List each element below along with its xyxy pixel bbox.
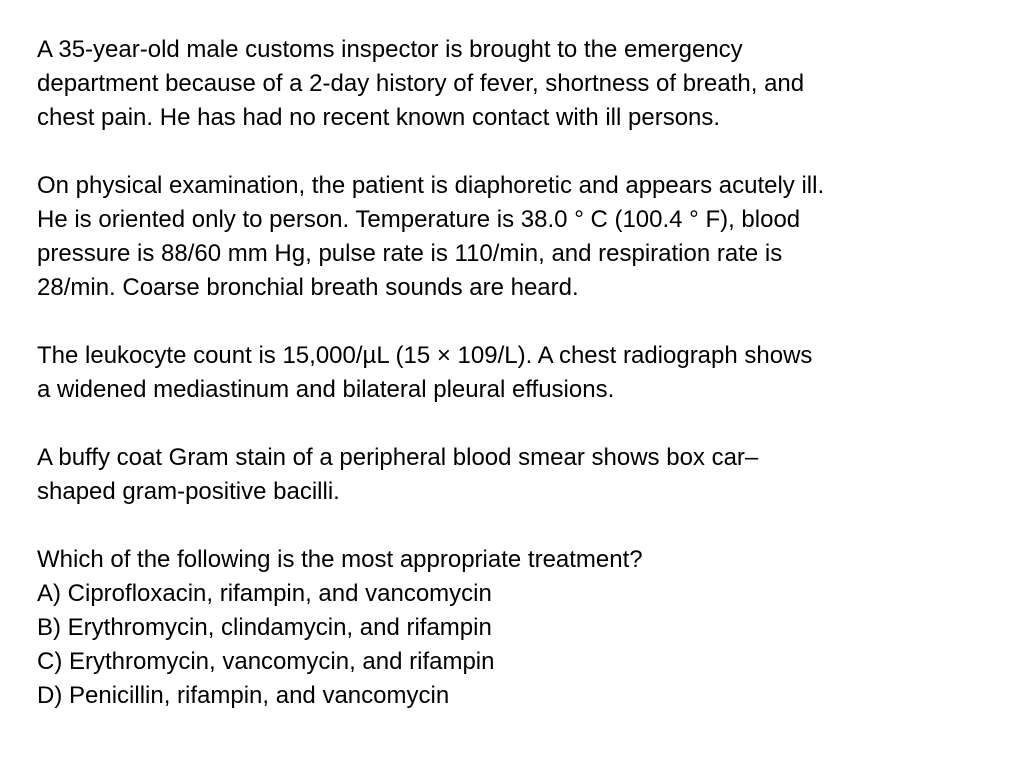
question-and-options [37,543,984,713]
text-line: a widened mediastinum and bilateral pleural effusions. [37,376,615,403]
text-line: 28/min. Coarse bronchial breath sounds are heard. [37,274,579,301]
text-line: A buffy coat Gram stain of a peripheral blood smear shows box car– [37,444,759,471]
text-line: A 35-year-old male customs inspector is brought to the emergency [37,36,743,63]
text-line: pressure is 88/60 mm Hg, pulse rate is 110/min, and respiration rate is [37,240,783,267]
answer-option-c: C) Erythromycin, vancomycin, and rifampin [37,648,495,675]
text-line: On physical examination, the patient is diaphoretic and appears acutely ill. [37,172,825,199]
answer-option-b: B) Erythromycin, clindamycin, and rifampin [37,614,492,641]
text-line: department because of a 2-day history of fever, shortness of breath, and [37,70,805,97]
stem-paragraph-gram-stain [37,441,984,509]
text-line: shaped gram-positive bacilli. [37,478,340,505]
question-prompt: Which of the following is the most appropriate treatment? [37,546,643,573]
text-line: chest pain. He has had no recent known contact with ill persons. [37,104,721,131]
answer-option-d: D) Penicillin, rifampin, and vancomycin [37,682,450,709]
answer-option-a: A) Ciprofloxacin, rifampin, and vancomycin [37,580,492,607]
text-line: The leukocyte count is 15,000/µL (15 × 109/L). A chest radiograph shows [37,342,813,369]
text-line: He is oriented only to person. Temperature is 38.0 ° C (100.4 ° F), blood [37,206,801,233]
stem-paragraph-examination [37,169,984,305]
stem-paragraph-history [37,33,984,135]
stem-paragraph-labs [37,339,984,407]
